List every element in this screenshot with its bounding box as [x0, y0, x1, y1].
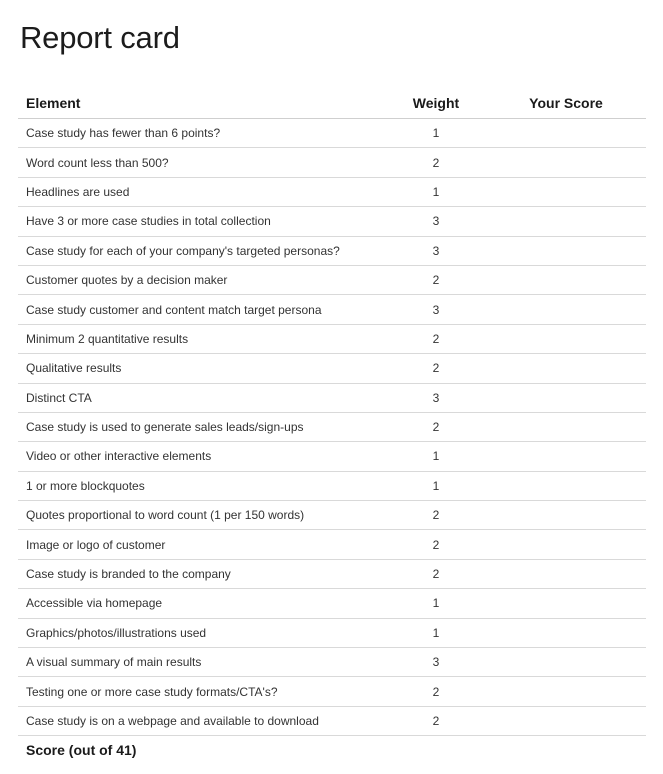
- row-score-cell[interactable]: [486, 618, 646, 647]
- row-weight-value: 3: [386, 207, 486, 236]
- table-row: [18, 471, 646, 500]
- row-element-label: 1 or more blockquotes: [18, 471, 386, 500]
- score-total-weight: [386, 736, 486, 765]
- table-row: [18, 295, 646, 324]
- table-row: [18, 236, 646, 265]
- row-score-cell[interactable]: [486, 471, 646, 500]
- table-row: [18, 265, 646, 294]
- row-element-label: Graphics/photos/illustrations used: [18, 618, 386, 647]
- table-row: [18, 207, 646, 236]
- row-element-label: Case study is on a webpage and available to download: [18, 706, 386, 735]
- table-row: [18, 648, 646, 677]
- row-weight-value: 2: [386, 501, 486, 530]
- table-row: [18, 706, 646, 735]
- row-element-label: Word count less than 500?: [18, 148, 386, 177]
- row-score-cell[interactable]: [486, 177, 646, 206]
- row-weight-value: 1: [386, 589, 486, 618]
- table-row: [18, 177, 646, 206]
- score-total-row: [18, 736, 646, 765]
- row-weight-value: 1: [386, 177, 486, 206]
- row-score-cell[interactable]: [486, 501, 646, 530]
- row-weight-value: 3: [386, 383, 486, 412]
- row-score-cell[interactable]: [486, 236, 646, 265]
- row-score-cell[interactable]: [486, 354, 646, 383]
- row-element-label: Minimum 2 quantitative results: [18, 324, 386, 353]
- row-weight-value: 3: [386, 295, 486, 324]
- row-weight-value: 2: [386, 354, 486, 383]
- table-row: [18, 501, 646, 530]
- table-row: [18, 677, 646, 706]
- row-element-label: Testing one or more case study formats/CTA's?: [18, 677, 386, 706]
- row-weight-value: 2: [386, 530, 486, 559]
- row-score-cell[interactable]: [486, 677, 646, 706]
- row-element-label: Image or logo of customer: [18, 530, 386, 559]
- table-row: [18, 589, 646, 618]
- row-element-label: Have 3 or more case studies in total collection: [18, 207, 386, 236]
- row-score-cell[interactable]: [486, 265, 646, 294]
- score-total-label: Score (out of 41): [26, 742, 137, 759]
- table-row: [18, 412, 646, 441]
- row-weight-value: 1: [386, 119, 486, 148]
- report-card-table: [18, 88, 646, 764]
- row-element-label: Customer quotes by a decision maker: [18, 265, 386, 294]
- row-weight-value: 2: [386, 265, 486, 294]
- page-title: Report card: [20, 20, 180, 55]
- row-element-label: Distinct CTA: [18, 383, 386, 412]
- row-element-label: Quotes proportional to word count (1 per 150 words): [18, 501, 386, 530]
- row-score-cell[interactable]: [486, 324, 646, 353]
- score-total-value[interactable]: [486, 736, 646, 765]
- table-body: [18, 119, 646, 736]
- row-element-label: Case study has fewer than 6 points?: [18, 119, 386, 148]
- row-weight-value: 1: [386, 471, 486, 500]
- row-weight-value: 2: [386, 148, 486, 177]
- row-element-label: Headlines are used: [18, 177, 386, 206]
- row-element-label: Video or other interactive elements: [18, 442, 386, 471]
- row-score-cell[interactable]: [486, 559, 646, 588]
- table-row: [18, 119, 646, 148]
- table-row: [18, 559, 646, 588]
- row-score-cell[interactable]: [486, 207, 646, 236]
- row-element-label: Accessible via homepage: [18, 589, 386, 618]
- table-row: [18, 324, 646, 353]
- row-element-label: Case study customer and content match target persona: [18, 295, 386, 324]
- row-score-cell[interactable]: [486, 442, 646, 471]
- row-score-cell[interactable]: [486, 589, 646, 618]
- row-weight-value: 1: [386, 618, 486, 647]
- row-weight-value: 1: [386, 442, 486, 471]
- column-header-element: Element: [18, 88, 386, 119]
- table-row: [18, 354, 646, 383]
- column-header-score: Your Score: [486, 88, 646, 119]
- row-score-cell[interactable]: [486, 706, 646, 735]
- table-row: [18, 383, 646, 412]
- row-element-label: Case study is used to generate sales leads/sign-ups: [18, 412, 386, 441]
- row-weight-value: 2: [386, 677, 486, 706]
- row-score-cell[interactable]: [486, 648, 646, 677]
- row-weight-value: 3: [386, 236, 486, 265]
- row-score-cell[interactable]: [486, 119, 646, 148]
- row-weight-value: 2: [386, 706, 486, 735]
- row-weight-value: 2: [386, 559, 486, 588]
- row-weight-value: 2: [386, 412, 486, 441]
- row-score-cell[interactable]: [486, 530, 646, 559]
- row-element-label: Qualitative results: [18, 354, 386, 383]
- column-header-weight: Weight: [386, 88, 486, 119]
- row-element-label: Case study for each of your company's targeted personas?: [18, 236, 386, 265]
- table-row: [18, 148, 646, 177]
- row-score-cell[interactable]: [486, 412, 646, 441]
- table-header-row: [18, 88, 646, 119]
- row-weight-value: 3: [386, 648, 486, 677]
- row-score-cell[interactable]: [486, 383, 646, 412]
- row-score-cell[interactable]: [486, 148, 646, 177]
- table-row: [18, 530, 646, 559]
- row-element-label: Case study is branded to the company: [18, 559, 386, 588]
- table-row: [18, 442, 646, 471]
- table-row: [18, 618, 646, 647]
- row-score-cell[interactable]: [486, 295, 646, 324]
- row-weight-value: 2: [386, 324, 486, 353]
- row-element-label: A visual summary of main results: [18, 648, 386, 677]
